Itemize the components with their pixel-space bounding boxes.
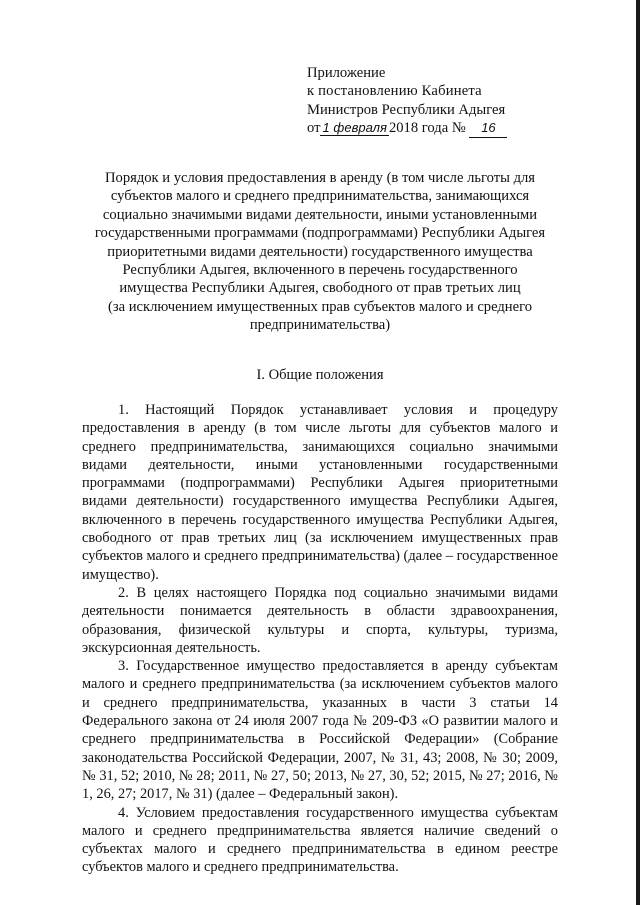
date-handwritten: 1 февраля [322,119,387,135]
title-line: государственными программами (подпрограммами) Республики Адыгея [94,225,546,242]
title-line: социально значимыми видами деятельности, иными установленными [102,206,538,223]
document-number: 16 [469,119,507,138]
approval-line-2: к постановлению Кабинета [307,83,482,100]
title-line: Порядок и условия предоставления в аренду (в том числе льготы для [104,170,536,186]
paragraph-2: 2. В целях настоящего Порядка под социально значимыми видами деятельности понимается деятельность в области здравоохранения, образования, физической культуры и спорта, культуры, туризма, экскурсионная деятельность. [82,584,558,656]
title-line: приоритетными видами деятельности) государственного имущества [107,243,533,260]
title-line: предпринимательства) [249,317,391,334]
paragraph-4: 4. Условием предоставления государственного имущества субъектам малого и среднего предпринимательства является наличие сведений о субъектах малого и среднего предпринимательства в едином реестре субъектов малого и среднего предпринимательства. [82,804,558,876]
paragraph-1: 1. Настоящий Порядок устанавливает условия и процедуру предоставления в аренду (в том числе льготы для субъектов малого и среднего предпринимательства, занимающихся социально значимыми видами деятельности, иными установленными государственными программами (подпрограммами) Республики Адыгея приоритетными видами деятельности) государственного имущества Республики Адыгея, включенного в перечень государственного имущества Республики Адыгея, свободного от прав третьих лиц (за исключением имущественных прав субъектов малого и среднего предпринимательства) (далее – государственное имущество). [82,402,558,583]
approval-date-line [307,119,547,138]
approval-block [307,64,547,138]
date-suffix: 2018 года № [388,119,466,136]
title-line: (за исключением имущественных прав субъектов малого и среднего [107,298,533,315]
approval-line-1: Приложение [307,65,386,81]
approval-line-3: Министров Республики Адыгея [307,101,506,118]
section-heading: I. Общие положения [256,367,384,383]
document-title [70,169,570,335]
title-line: имущества Республики Адыгея, свободного от прав третьих лиц [119,280,521,297]
paragraph-3: 3. Государственное имущество предоставляется в аренду субъектам малого и среднего предпринимательства (за исключением субъектов малого и среднего предпринимательства, указанных в части 3 статьи 14 Федерального закона от 24 июля 2007 года № 209-ФЗ «О развитии малого и среднего предпринимательства в Российской Федерации» (Собрание законодательства Российской Федерации, 2007, № 31, 43; 2008, № 30; 2009, № 31, 52; 2010, № 28; 2011, № 27, 50; 2013, № 27, 30, 52; 2015, № 27; 2016, № 1, 26, 27; 2017, № 31) (далее – Федеральный закон). [82,658,558,803]
document-body [82,401,558,877]
title-line: Республики Адыгея, включенного в перечень государственного [122,262,518,279]
date-prefix: от [307,119,321,136]
page-edge [636,0,640,905]
title-line: субъектов малого и среднего предпринимательства, занимающихся [110,188,530,205]
